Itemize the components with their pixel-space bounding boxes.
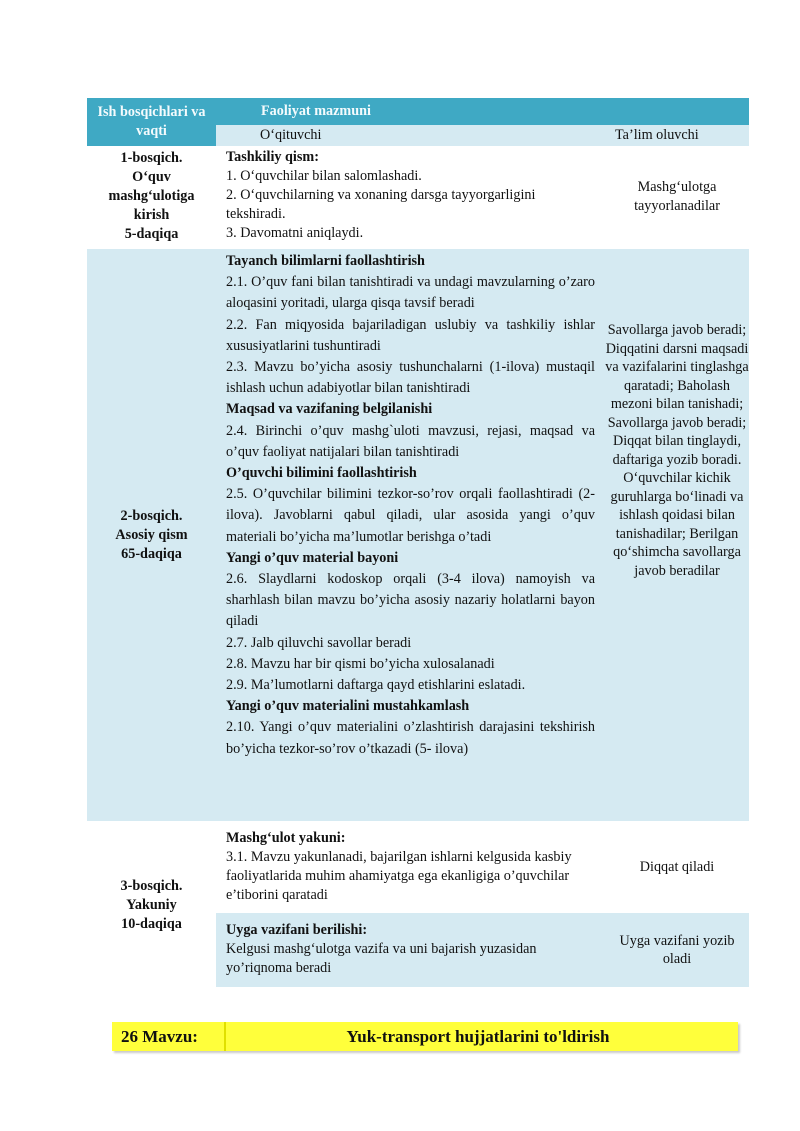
lesson-plan-table: [87, 98, 749, 987]
activity-item: 2.2. Fan miqyosida bajariladigan uslubiy va tashkiliy ishlar xususiyatlarini tushuntiradi: [226, 316, 595, 354]
activity-item: 3.1. Mavzu yakunlanadi, bajarilgan ishlarni kelgusida kasbiy faoliyatlarida muhim ahamiyatga ega ekanligiga o’quvchilar e’tiborini qaratadi: [226, 849, 572, 903]
activity-item: 2.7. Jalb qiluvchi savollar beradi: [226, 634, 412, 651]
section-heading: O’quvchi bilimini faollashtirish: [226, 465, 417, 482]
table-header-row: [87, 98, 749, 125]
activity-item: 2.5. O’quvchilar bilimini tezkor-so’rov orqali faollashtiradi (2- ilova). Javoblarni qabul qiladi, ular asosida yangi o’quv materiali bo’yicha ma’lumotlar berishga o’tadi: [226, 486, 595, 545]
topic-title: Yuk-transport hujjatlarini to'ldirish: [346, 1027, 610, 1046]
teacher-activity-cell: [216, 146, 605, 248]
teacher-activity-cell: [216, 912, 605, 987]
stage-line: O‘quv: [132, 169, 171, 185]
section-heading: Yangi o’quv material bayoni: [226, 549, 399, 566]
activity-item: 2.3. Mavzu bo’yicha asosiy tushunchalarni (1-ilova) mustaqil ishlash uchun adabiyotlar bilan tanishtiradi: [226, 359, 595, 397]
topic-banner: [112, 1022, 738, 1051]
stage-line: Asosiy qism: [115, 526, 188, 543]
section-heading: Tayanch bilimlarni faollashtirish: [226, 253, 425, 269]
table-row: [87, 822, 749, 912]
stage-line: 65-daqiqa: [121, 545, 182, 562]
stage-line: mashg‘ulotiga: [108, 188, 195, 204]
activity-item: 2.8. Mavzu har bir qismi bo’yicha xulosalanadi: [226, 655, 495, 672]
section-heading: Yangi o’quv materialini mustahkamlash: [226, 698, 470, 715]
teacher-activity-cell: [216, 248, 605, 822]
topic-label: 26 Mavzu:: [112, 1022, 226, 1051]
stage-line: 3-bosqich.: [120, 877, 183, 894]
section-heading: Maqsad va vazifaning belgilanishi: [226, 401, 433, 418]
activity-item: 2.10. Yangi o’quv materialini o’zlashtirish darajasini tekshirish bo’yicha tezkor-so’rov o’tkazadi (5- ilova): [226, 719, 595, 757]
stage-line: 5-daqiqa: [124, 226, 179, 242]
activity-item: 2. O‘quvchilarning va xonaning darsga tayyorgarligini tekshiradi.: [226, 187, 536, 222]
activity-column-header: Faoliyat mazmuni: [216, 98, 749, 125]
stage-column-header: Ish bosqichlari va vaqti: [87, 98, 216, 146]
activity-item: 1. O‘quvchilar bilan salomlashadi.: [226, 168, 422, 184]
student-activity-cell: Uyga vazifani yozib oladi: [605, 912, 749, 987]
section-heading: Mashg‘ulot yakuni:: [226, 830, 346, 846]
activity-item: 3. Davomatni aniqlaydi.: [226, 225, 364, 241]
stage-line: 10-daqiqa: [121, 915, 182, 932]
activity-item: 2.1. O’quv fani bilan tanishtiradi va undagi mavzularning o’zaro aloqasini yoritadi, ularga qisqa tavsif beradi: [226, 274, 595, 312]
stage-line: kirish: [133, 207, 170, 223]
table-row: [87, 146, 749, 248]
section-heading: Tashkiliy qism:: [226, 149, 319, 165]
student-column-header: Ta’lim oluvchi: [605, 125, 749, 146]
section-heading: Uyga vazifani berilishi:: [226, 922, 368, 938]
stage-cell: [87, 822, 216, 987]
student-activity-cell: Mashg‘ulotga tayyorlanadilar: [605, 146, 749, 248]
activity-item: Kelgusi mashg‘ulotga vazifa va uni bajarish yuzasidan yo’riqnoma beradi: [226, 941, 537, 976]
activity-item: 2.4. Birinchi o’quv mashg`uloti mavzusi, rejasi, maqsad va o’quv faoliyat natijalari bilan tanishtiradi: [226, 422, 595, 460]
teacher-activity-cell: [216, 822, 605, 912]
teacher-column-header: O‘qituvchi: [216, 125, 605, 146]
student-activity-cell: Savollarga javob beradi; Diqqatini darsni maqsadi va vazifalarini tinglashga qaratadi; Baholash mezoni bilan tanishadi; Savollarga javob beradi; Diqqat bilan tinglaydi, daftariga yozib boradi. O‘quvchilar kichik guruhlarga bo‘linadi va ishlash qoidasi bilan tanishadilar; Berilgan qo‘shimcha savollarga javob beradilar: [605, 248, 749, 822]
stage-line: 2-bosqich.: [120, 507, 183, 524]
activity-item: 2.9. Ma’lumotlarni daftarga qayd etishlarini eslatadi.: [226, 677, 526, 694]
activity-item: 2.6. Slaydlarni kodoskop orqali (3-4 ilova) namoyish va sharhlash bilan mavzu bo’yicha asosiy nazariy holatlarni bayon qiladi: [226, 571, 595, 630]
table-row: [87, 248, 749, 822]
student-activity-cell: Diqqat qiladi: [605, 822, 749, 912]
stage-line: 1-bosqich.: [120, 150, 183, 166]
stage-cell: [87, 146, 216, 248]
stage-line: Yakuniy: [126, 896, 177, 913]
stage-cell: [87, 248, 216, 822]
